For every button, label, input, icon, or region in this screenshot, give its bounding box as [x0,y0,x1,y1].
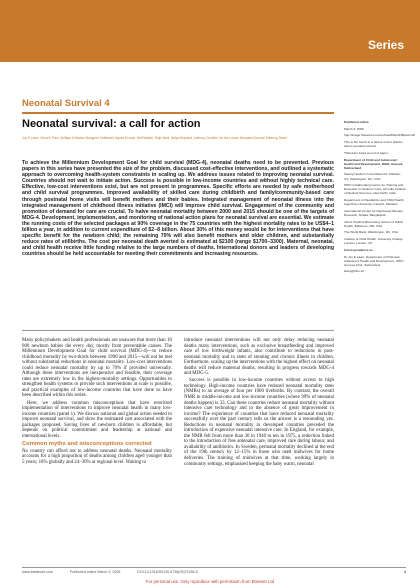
sidebar-affiliation: Johns Hopkins Bloomberg School of Public Health, Baltimore, MD, USA [344,219,404,228]
page-footer [22,570,406,574]
sidebar-affiliation: Department of Child and Adolescent Health and Development, WHO, Geneva, Switzerland [344,157,404,170]
body-paragraph: introduce neonatal interventions will not only delay reducing neonatal deaths many interventions, such as exclusive breastfeeding and improved care of low birthweight infants, also contribute to reductions in post-neonatal mortality and in rates of stunting and chronic illness in children. Furthermore, scaling up the interventions with the highest effect on neonatal deaths will reduce maternal deaths, resulting in progress towards MDG-4 and MDG-5. [184,338,334,377]
body-column-right [184,338,334,469]
article-title: Neonatal survival: a call for action [22,118,201,130]
series-banner [0,0,420,62]
sidebar-affiliation: Saving Newborn Lives/Save the Children-US, Washington, DC, USA [344,172,402,181]
sidebar-item: This is the fourth in a Series of four articles about neonatal survival [344,140,403,149]
sidebar-item: March 3, 2005 [344,126,364,131]
sidebar-affiliation: International Center for Diarrhoeal Disease Research, Dhaka, Bangladesh [344,208,403,217]
series-kicker: Neonatal Survival 4 [22,98,110,109]
sidebar-affiliation: Institute of Child Health, University College London, London, UK [344,237,403,246]
footer-rule [22,567,406,568]
body-column-left [22,338,172,467]
title-rule [22,112,334,114]
body-paragraph: Here, we address common misconceptions that have restricted implementation of interventions to improve neonatal health in many low-income countries (panel 1). We discuss national and global action needed to improve neonatal survival, and show the estimated cost associated with the packages proposed. Saving lives of newborn children is affordable, but depends on political commitment and leadership at national and international levels. [22,400,172,439]
sidebar-affiliation: Department of Paediatrics and Child Health, Aga Khan University, Karachi, Pakistan [344,198,405,207]
sidebar-correspondence-label: Correspondence to: [344,247,374,252]
article-sidebar [344,120,415,276]
page-number: 1 [404,570,406,574]
body-paragraph: Many policymakers and health professionals are unaware that more than 10 000 newborn babies die every day, mostly from preventable causes. The Millennium Development Goal for child survival (MDG-4)—to reduce childhood mortality by two-thirds between 1990 and 2015—will not be met without substantial reductions in neonatal mortality. Low-cost interventions could reduce neonatal mortality by up to 70% if provided universally. Although these interventions are inexpensive and feasible, their coverage rates are extremely low in the highest-mortality settings. Opportunities to strengthen health systems to provide such interventions at scale is possible, and practical examples of low-income countries that have done so have been described within this series. [22,338,172,399]
sidebar-correspondence: Dr Joy E Lawn, Department of Child and Adolescent Health and Development, WHO, Geneva 1211, Switzerland [344,254,405,267]
body-paragraph: Success is possible in low-income countries without access to high technology. High-income countries have reduced neonatal mortality rates (NMRs) to an average of four per 1000 livebirths. By contrast, the overall NMR in middle-income and low-income countries (where 99% of neonatal deaths happen) is 33. Can these countries reduce neonatal mortality without intensive care technology and in the absence of great improvement in income? The experience of countries that have reduced neonatal mortality successfully over the past century tells us the answer is a resounding yes. Reductions in neonatal mortality in developed countries preceded the introduction of expensive neonatal intensive care. In England, for example, the NMR fell from more than 30 in 1940 to ten in 1975, a reduction linked to the introduction of free antenatal care, improved care during labour, and availability of antibiotics. In Sweden, perinatal mortality declined at the end of the 19th century by 12–15% in those who used midwives for home deliveries. The training of midwives at that time, working largely in community settings, emphasised keeping the baby warm, neonatal [184,378,334,467]
abstract-divider [22,330,334,331]
series-label: Series [367,38,404,52]
body-paragraph: No country can afford not to address neonatal deaths. Neonatal mortality accounts for a high proportion of deaths among children aged younger than 5 years; 18% globally and 24–30% at regional level. Waiting to [22,448,172,465]
sidebar-item: Published online [344,120,369,124]
footer-issue: Published online March 3, 2005 [69,570,121,574]
sidebar-item: *Members listed at end of paper [344,150,388,155]
summary-abstract: To achieve the Millennium Development Goal for child survival (MDG-4), neonatal deaths need to be prevented. Previous papers in this series have presented the size of the problem, discussed cost-effective interventions, and outlined a systematic approach to overcoming health-system constraints in scaling up. We address issues related to improving neonatal survival. Countries should not wait to initiate action. Success is possible in low-income countries and without highly technical care. Effective, low-cost interventions exist, but are not present in programmes. Specific efforts are needed by safe motherhood and child survival programmes. Improved availability of skilled care during childbirth and family/community-based care through postnatal home visits will benefit mothers and their babies. Integrated management of neonatal illness into the integrated management of childhood illness initiative (IMCI) will improve child survival. Engagement of the community and promotion of demand for care are crucial. To halve neonatal mortality between 2000 and 2015 should be one of the targets of MDG-4. Development, implementation, and monitoring of national action plans for neonatal survival are essential. We estimate the running costs of the selected packages at 90% coverage in the 75 countries with the highest mortality rates to be US$4–1 billion a year, in addition to current expenditure of $2–8 billion. About 30% of this money would be for interventions that have specific benefit for the newborn child; the remaining 70% will also benefit mothers and older children, and substantially reduce rates of stillbirths. The cost per neonatal death averted is estimated at $2100 (range $1700–3300). Maternal, neonatal, and child health receive little funding relative to the large numbers of deaths. International donors and leaders of developing countries should be held accountable for meeting their commitments and increasing resources. [22,160,334,258]
section-heading: Common myths and misconceptions corrected [22,441,152,448]
sidebar-link[interactable]: http://image.thelancet.com/extras/05art1156web.pdf [344,133,415,138]
footer-doi: DOI:10.1016/S0140-6736(05)71156-5 [137,570,198,574]
sidebar-affiliation: The World Bank, Washington, DC, USA [344,230,399,235]
permission-notice: For personal use. Only reproduce with permission from Elsevier Ltd [145,579,275,584]
sidebar-affiliation: WHO Collaborating Centre for Training and Research in Newborn Care, All India Institute of Medical Sciences, New Delhi, India [344,183,406,196]
footer-url-link[interactable]: www.thelancet.com [22,570,53,574]
sidebar-email-link[interactable]: lawnj@who.int [344,269,364,274]
author-list: Joy E Lawn, Vinod K Paul, Zulfiqar A Bhutta, Mangrme Kettlewell, Agnes Soucat, Neff Walker, Rajiv Bahl, Ndiya Reynard, Anthony Costello, for the Lancet Neonatal Survival Steering Team* [22,136,288,140]
